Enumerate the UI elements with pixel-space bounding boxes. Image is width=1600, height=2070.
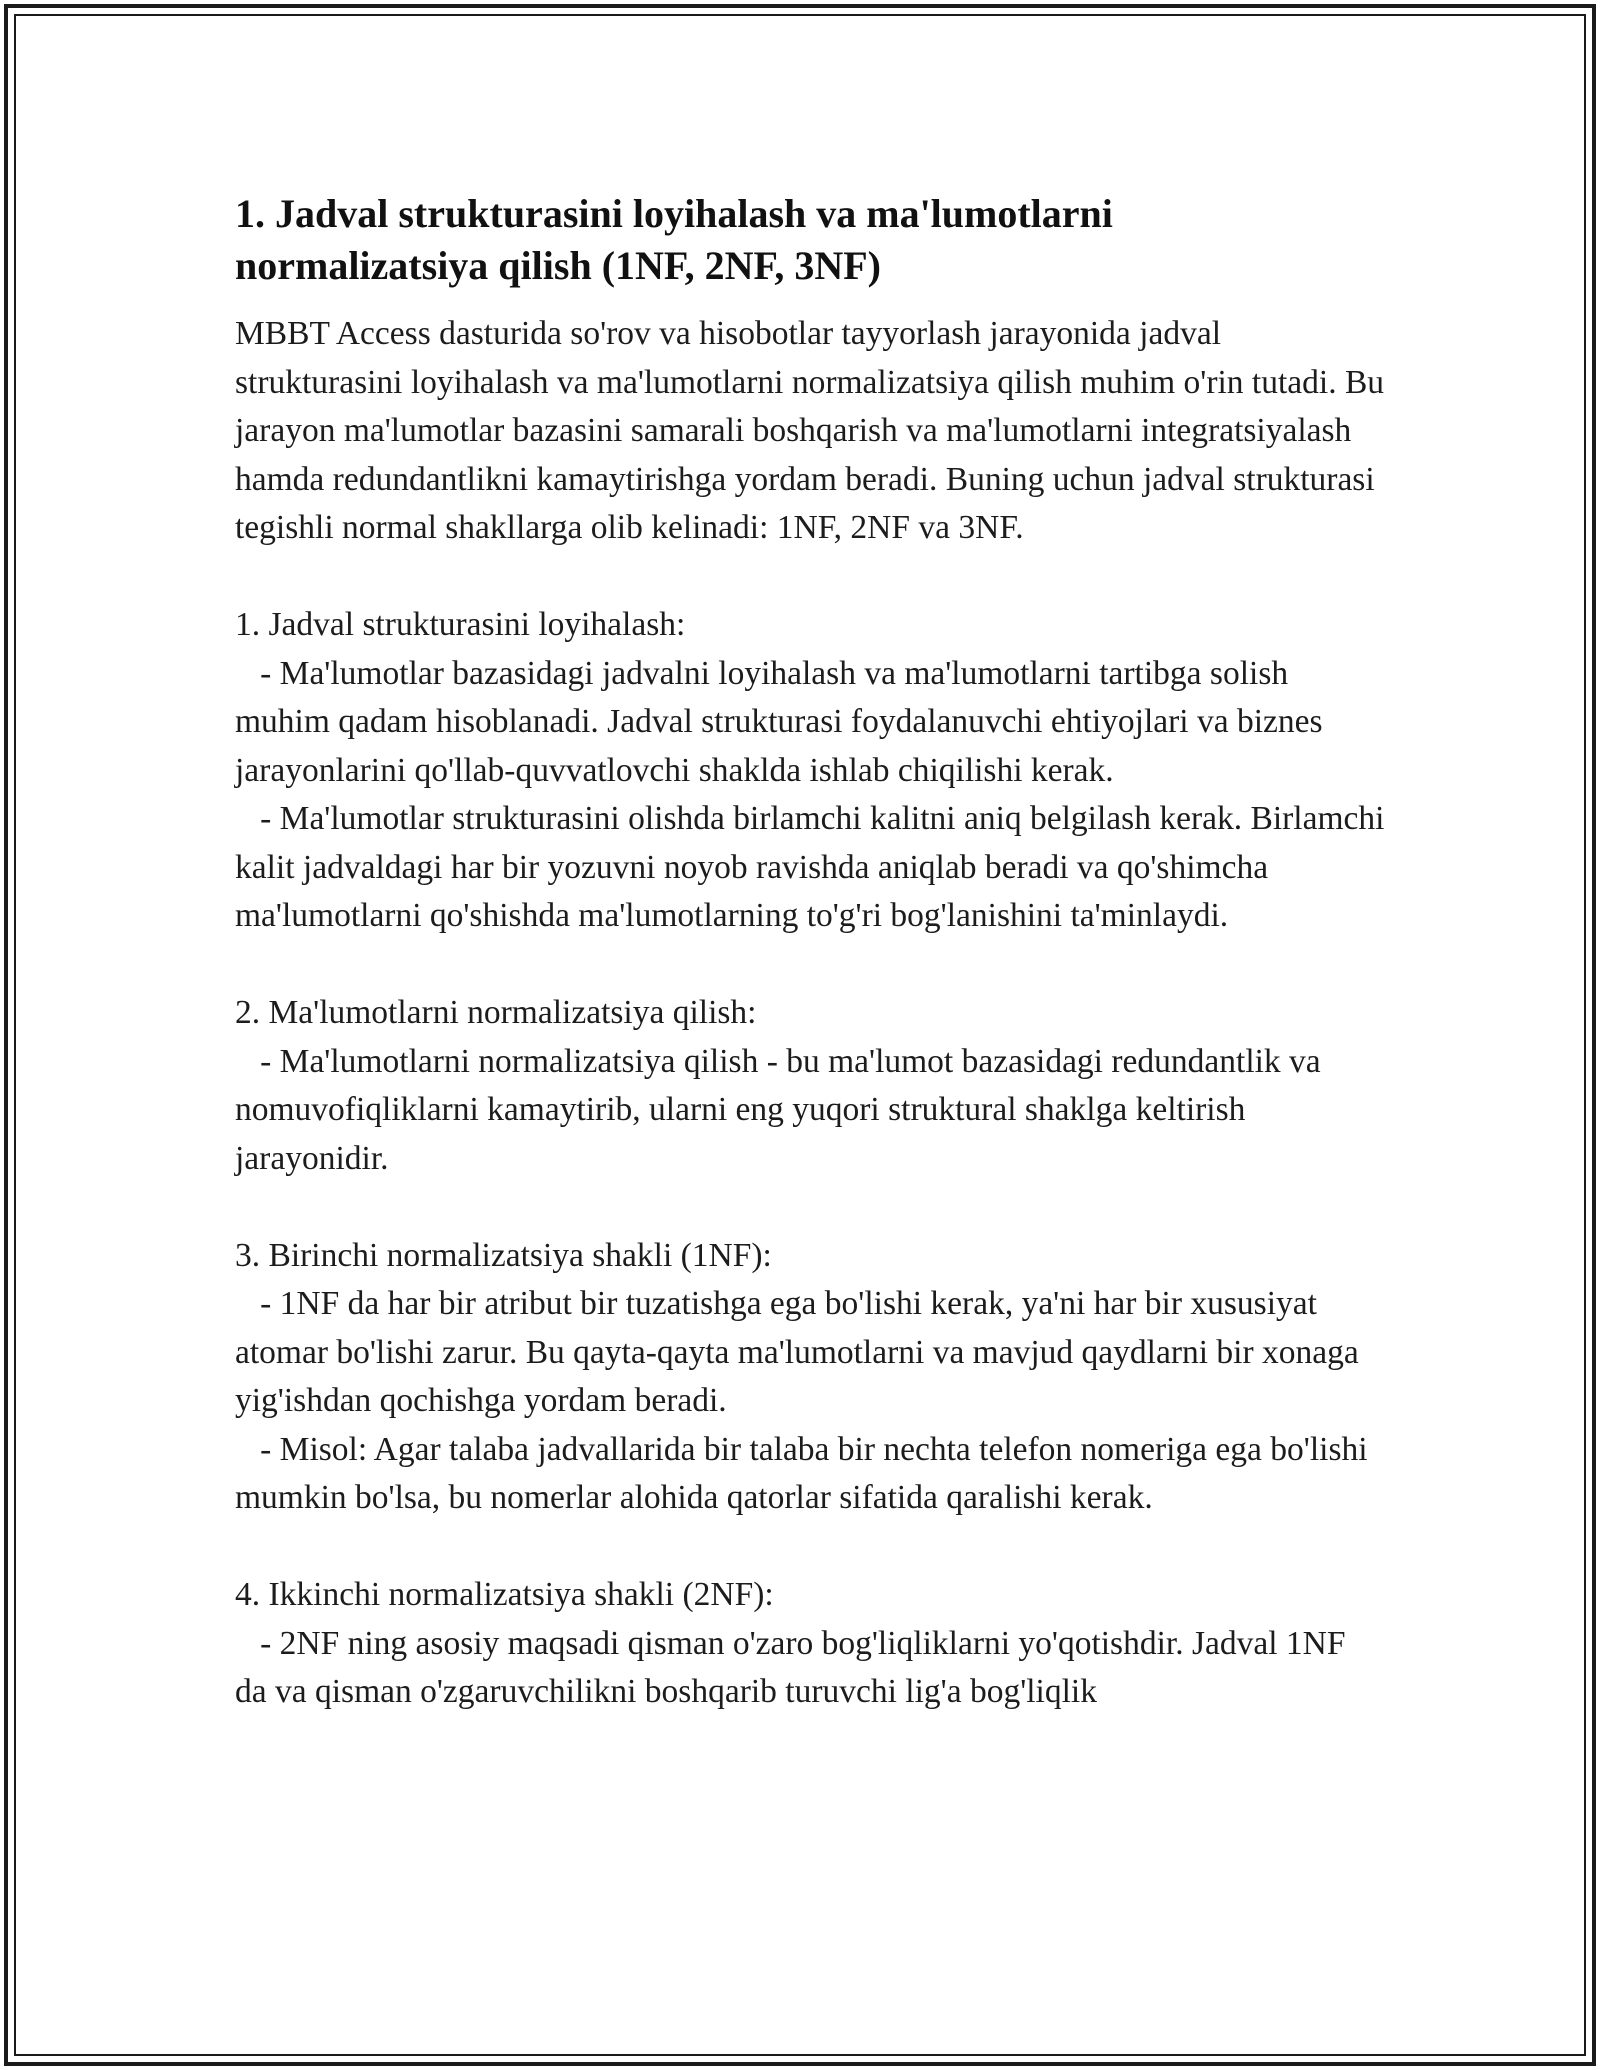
document-title: 1. Jadval strukturasini loyihalash va ma'lumotlarni normalizatsiya qilish (1NF, 2NF, 3NF) bbox=[235, 191, 1113, 288]
section-item: - Ma'lumotlar strukturasini olishda birlamchi kalitni aniq belgilash kerak. Birlamchi kalit jadvaldagi har bir yozuvni noyob ravishda aniqlab beradi va qo'shimcha ma'lumotlarni qo'shishda ma'lumotlarning to'g'ri bog'lanishini ta'minlaydi. bbox=[235, 800, 1393, 934]
section-1nf bbox=[235, 1232, 1385, 1523]
section-heading: 4. Ikkinchi normalizatsiya shakli (2NF): bbox=[235, 1576, 774, 1613]
intro-paragraph: MBBT Access dasturida so'rov va hisobotlar tayyorlash jarayonida jadval strukturasini loyihalash va ma'lumotlarni normalizatsiya qilish muhim o'rin tutadi. Bu jarayon ma'lumotlar bazasini samarali boshqarish va ma'lumotlarni integratsiyalash hamda redundantlikni kamaytirishga yordam beradi. Buning uchun jadval strukturasi tegishli normal shakllarga olib kelinadi: 1NF, 2NF va 3NF. bbox=[235, 315, 1393, 546]
section-normalization bbox=[235, 989, 1385, 1183]
section-item: - Ma'lumotlarni normalizatsiya qilish - bu ma'lumot bazasidagi redundantlik va nomuvofiqliklarni kamaytirib, ularni eng yuqori struktural shaklga keltirish jarayonidir. bbox=[235, 1042, 1330, 1177]
section-item: - 2NF ning asosiy maqsadi qisman o'zaro bog'liqliklarni yo'qotishdir. Jadval 1NF da va qisman o'zgaruvchilikni boshqarib turuvchi lig'a bog'liqlik bbox=[235, 1624, 1354, 1710]
section-gap bbox=[235, 1183, 1385, 1232]
section-item: - Ma'lumotlar bazasidagi jadvalni loyihalash va ma'lumotlarni tartibga solish muhim qadam hisoblanadi. Jadval strukturasi foydalanuvchi ehtiyojlari va biznes jarayonlarini qo'llab-quvvatlovchi shaklda ishlab chiqilishi kerak. bbox=[235, 654, 1331, 789]
section-heading: 1. Jadval strukturasini loyihalash: bbox=[235, 606, 686, 643]
section-heading: 3. Birinchi normalizatsiya shakli (1NF): bbox=[235, 1236, 772, 1274]
section-item: - 1NF da har bir atribut bir tuzatishga ega bo'lishi kerak, ya'ni har bir xususiyat atomar bo'lishi zarur. Bu qayta-qayta ma'lumotlarni va mavjud qaydlarni bir xonaga yig'ishdan qochishga yordam beradi. bbox=[235, 1285, 1368, 1419]
document-body bbox=[235, 188, 1393, 1717]
section-heading: 2. Ma'lumotlarni normalizatsiya qilish: bbox=[235, 994, 757, 1031]
section-gap bbox=[235, 941, 1385, 990]
section-2nf bbox=[235, 1571, 1385, 1717]
section-gap bbox=[235, 553, 1385, 602]
section-table-design bbox=[235, 601, 1393, 941]
section-gap bbox=[235, 1523, 1385, 1572]
section-item: - Misol: Agar talaba jadvallarida bir talaba bir nechta telefon nomeriga ega bo'lishi mumkin bo'lsa, bu nomerlar alohida qatorlar sifatida qaralishi kerak. bbox=[235, 1430, 1376, 1516]
